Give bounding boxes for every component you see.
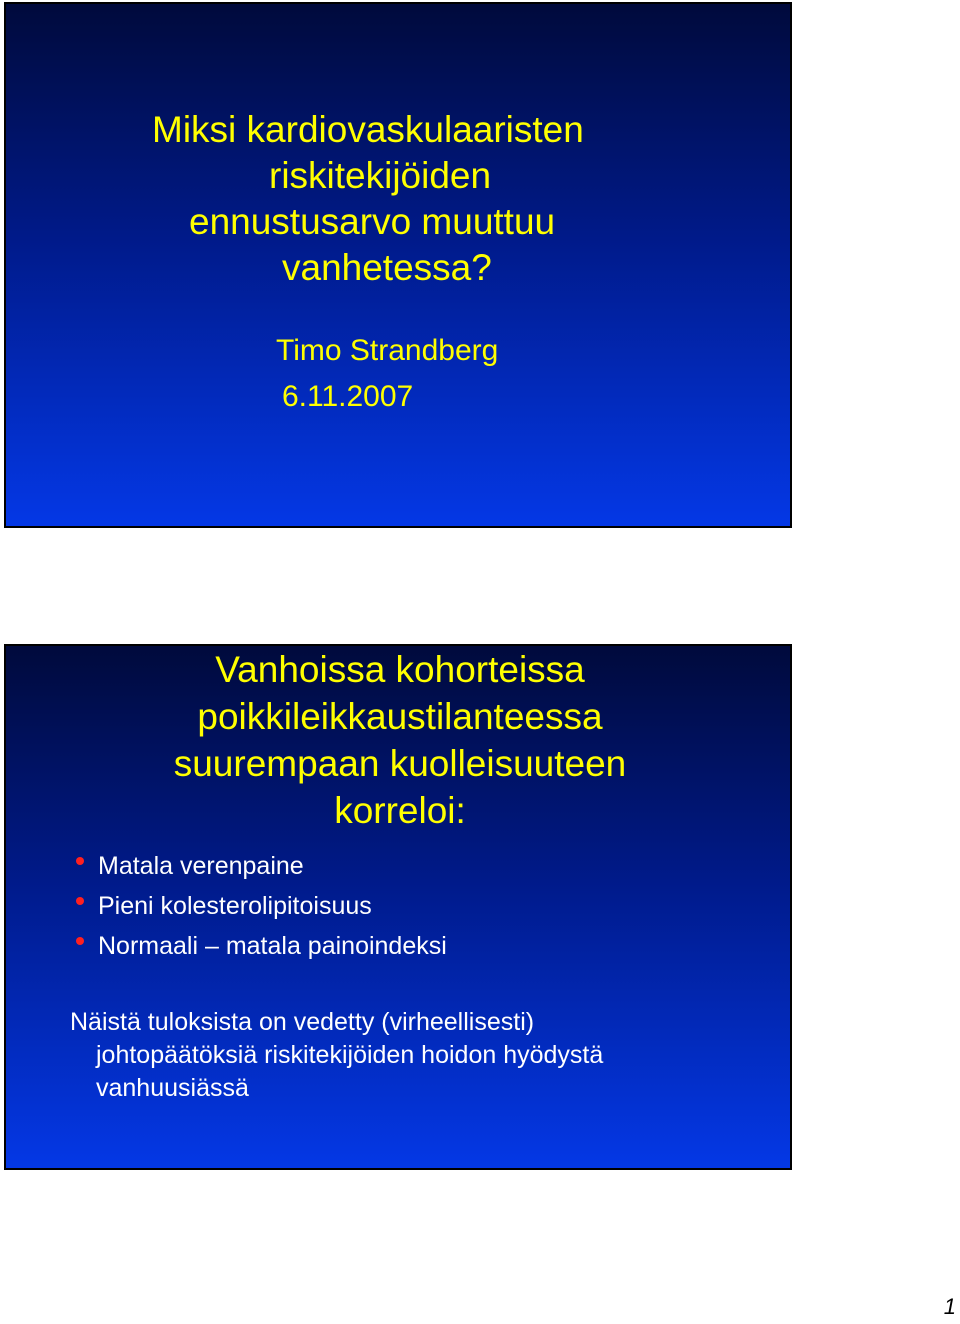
- slide-1-title-line-1: Miksi kardiovaskulaaristen: [152, 109, 584, 150]
- slide-2: [4, 644, 792, 1170]
- bullet-item: [76, 886, 447, 926]
- slide-1-author: Timo Strandberg: [276, 334, 499, 367]
- slide-1-title-line-4: vanhetessa?: [282, 247, 492, 288]
- slide-2-title-line-4: korreloi:: [334, 790, 466, 831]
- slide-1: [4, 2, 792, 528]
- bullet-dot-icon: [76, 937, 84, 945]
- slide-2-title-line-3: suurempaan kuolleisuuteen: [173, 743, 627, 784]
- bullet-text: Normaali – matala painoindeksi: [98, 932, 447, 960]
- slide-1-date: 6.11.2007: [282, 380, 414, 413]
- bullet-dot-icon: [76, 897, 84, 905]
- bullet-dot-icon: [76, 857, 84, 865]
- page-number: 1: [943, 1294, 956, 1319]
- slide-1-title-line-3: ennustusarvo muuttuu: [189, 201, 556, 242]
- bullet-item: [76, 926, 447, 966]
- conclusion-line-1: Näistä tuloksista on vedetty (virheellisesti): [70, 1008, 535, 1036]
- bullet-text: Matala verenpaine: [98, 852, 304, 880]
- slide-2-title-line-2: poikkileikkaustilanteessa: [197, 696, 603, 737]
- bullet-list: [76, 846, 447, 966]
- bullet-item: [76, 846, 447, 886]
- slide-2-title-line-1: Vanhoissa kohorteissa: [215, 649, 585, 690]
- slide-1-title-line-2: riskitekijöiden: [269, 155, 492, 196]
- conclusion-line-2: johtopäätöksiä riskitekijöiden hoidon hyödystä: [96, 1041, 604, 1069]
- bullet-text: Pieni kolesterolipitoisuus: [98, 892, 372, 920]
- conclusion-text: [70, 1006, 770, 1105]
- conclusion-line-3: vanhuusiässä: [96, 1074, 249, 1102]
- slide-2-title: [6, 646, 794, 834]
